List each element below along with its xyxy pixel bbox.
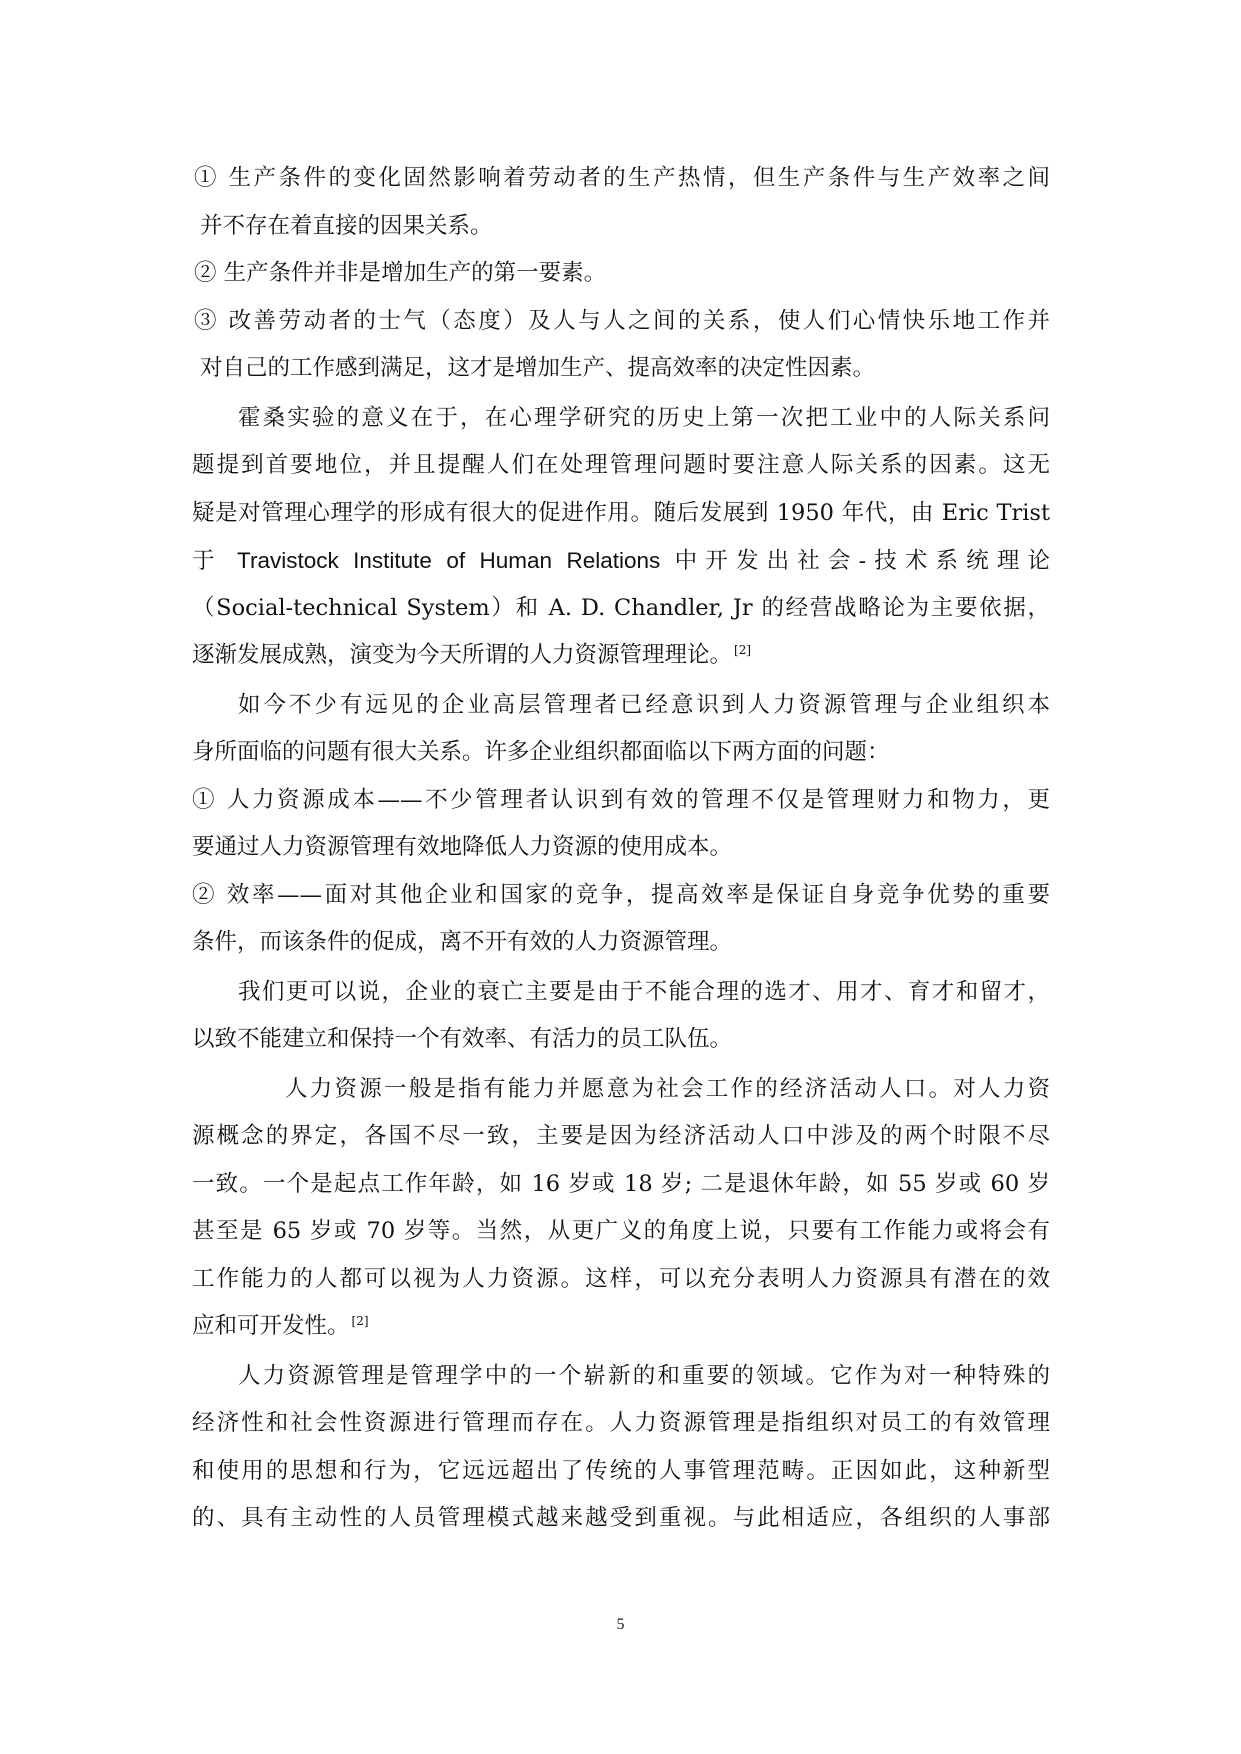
text-segment: 逐渐发展成熟，演变为今天所谓的人力资源管理理论。 (192, 642, 733, 668)
text-line: 的、具有主动性的人员管理模式越来越受到重视。与此相适应，各组织的人事部 (192, 1505, 1050, 1531)
text-line: （Social-technical System）和 A. D. Chandler, Jr 的经营战略论为主要依据， (192, 594, 1050, 621)
reference-marker: [2] (734, 642, 752, 657)
text-line: 条件，而该条件的促成，离不开有效的人力资源管理。 (192, 929, 733, 955)
text-line (192, 1303, 1050, 1351)
reference-marker: [2] (351, 1313, 369, 1328)
text-line: 一致。一个是起点工作年龄，如 16 岁或 18 岁; 二是退休年龄，如 55 岁或 60 岁 (192, 1170, 1050, 1197)
text-line: 身所面临的问题有很大关系。许多企业组织都面临以下两方面的问题： (192, 739, 890, 765)
text-line: 和使用的思想和行为，它远远超出了传统的人事管理范畴。正因如此，这种新型 (192, 1457, 1050, 1484)
text-line: 于 Travistock Institute of Human Relations 中开发出社会-技术系统理论 (192, 548, 1050, 573)
text-line: 源概念的界定，各国不尽一致，主要是因为经济活动人口中涉及的两个时限不尽 (192, 1123, 1050, 1149)
text-line: 疑是对管理心理学的形成有很大的促进作用。随后发展到 1950 年代，由 Eric Trist (192, 499, 1050, 526)
text-line: 人力资源管理是管理学中的一个崭新的和重要的领域。它作为对一种特殊的 (238, 1362, 1050, 1389)
text-line (192, 632, 1050, 680)
text-line: ② 生产条件并非是增加生产的第一要素。 (194, 260, 607, 286)
text-line: ③ 改善劳动者的士气（态度）及人与人之间的关系，使人们心情快乐地工作并 (194, 307, 1050, 334)
text-line: 要通过人力资源管理有效地降低人力资源的使用成本。 (192, 834, 733, 860)
text-line: 对自己的工作感到满足，这才是增加生产、提高效率的决定性因素。 (200, 355, 876, 381)
text-segment: 应和可开发性。 (192, 1313, 350, 1339)
text-line: 甚至是 65 岁或 70 岁等。当然，从更广义的角度上说，只要有工作能力或将会有 (192, 1218, 1050, 1244)
text-line: 工作能力的人都可以视为人力资源。这样，可以充分表明人力资源具有潜在的效 (192, 1265, 1050, 1292)
text-line: 经济性和社会性资源进行管理而存在。人力资源管理是指组织对员工的有效管理 (192, 1410, 1050, 1436)
text-line: ① 生产条件的变化固然影响着劳动者的生产热情，但生产条件与生产效率之间 (194, 165, 1050, 191)
body-text (192, 155, 1050, 1543)
text-line: 如今不少有远见的企业高层管理者已经意识到人力资源管理与企业组织本 (238, 691, 1050, 718)
text-line: 我们更可以说，企业的衰亡主要是由于不能合理的选才、用才、育才和留才， (238, 978, 1050, 1005)
text-line: 霍桑实验的意义在于，在心理学研究的历史上第一次把工业中的人际关系问 (238, 404, 1050, 431)
page-number: 5 (616, 1616, 625, 1633)
text-line: 题提到首要地位，并且提醒人们在处理管理问题时要注意人际关系的因素。这无 (192, 452, 1050, 478)
text-line: ① 人力资源成本——不少管理者认识到有效的管理不仅是管理财力和物力，更 (192, 786, 1050, 813)
text-line: 以致不能建立和保持一个有效率、有活力的员工队伍。 (192, 1026, 733, 1052)
text-line: 人力资源一般是指有能力并愿意为社会工作的经济活动人口。对人力资 (285, 1075, 1050, 1102)
text-line: ② 效率——面对其他企业和国家的竞争，提高效率是保证自身竞争优势的重要 (192, 881, 1050, 908)
text-line: 并不存在着直接的因果关系。 (200, 212, 493, 239)
